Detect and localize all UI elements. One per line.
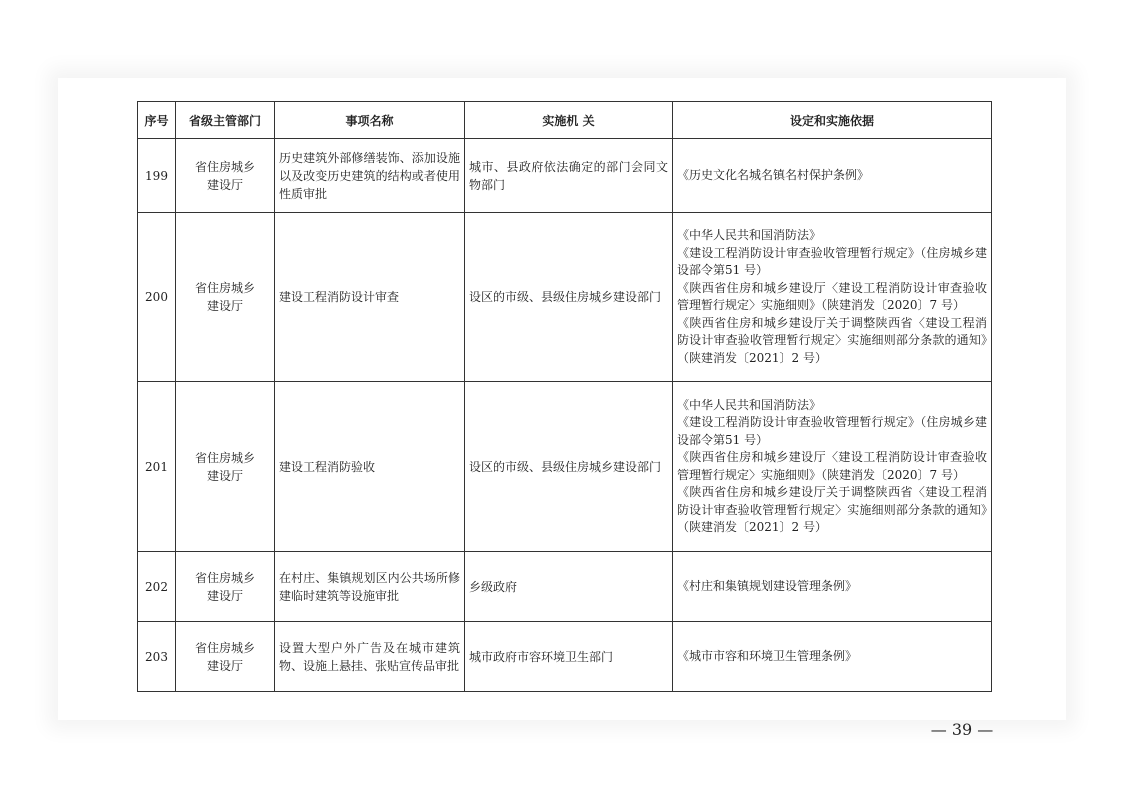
basis-entry: 《城市市容和环境卫生管理条例》 (677, 648, 858, 663)
basis-cell (673, 382, 992, 552)
row-number: 203 (138, 622, 176, 692)
dept-cell (176, 213, 275, 382)
basis-entry: 《陕西省住房和城乡建设厅关于调整陕西省〈建设工程消防设计审查验收管理暂行规定〉实施细则部分条款的通知》（陕建消发〔2021〕2 号） (677, 485, 987, 534)
table-row (138, 382, 992, 552)
row-number: 199 (138, 139, 176, 213)
header-name: 事项名称 (275, 102, 465, 139)
basis-cell (673, 139, 992, 213)
dept-line: 建设厅 (206, 299, 243, 313)
items-table (137, 101, 992, 692)
basis-entry: 《陕西省住房和城乡建设厅〈建设工程消防设计审查验收管理暂行规定〉实施细则》（陕建消发〔2020〕7 号） (677, 450, 987, 482)
dept-line: 省住房城乡 (194, 570, 255, 585)
item-name-cell: 设置大型户外广告及在城市建筑物、设施上悬挂、张贴宣传品审批 (275, 622, 465, 692)
basis-entry: 《陕西省住房和城乡建设厅关于调整陕西省〈建设工程消防设计审查验收管理暂行规定〉实施细则部分条款的通知》（陕建消发〔2021〕2 号） (677, 315, 987, 365)
header-dept: 省级主管部门 (176, 102, 275, 139)
basis-entry: 《中华人民共和国消防法》 (677, 228, 822, 242)
dept-line: 省住房城乡 (194, 281, 255, 295)
dept-line: 省住房城乡 (194, 450, 255, 465)
dept-cell (176, 622, 275, 692)
item-name-cell: 建设工程消防设计审查 (275, 213, 465, 382)
item-name-cell: 建设工程消防验收 (275, 382, 465, 552)
basis-cell (673, 213, 992, 382)
table-row (138, 213, 992, 382)
dept-cell (176, 552, 275, 622)
table-row (138, 622, 992, 692)
header-basis: 设定和实施依据 (673, 102, 992, 139)
dept-line: 建设厅 (206, 658, 243, 673)
basis-cell (673, 552, 992, 622)
org-cell: 城市、县政府依法确定的部门会同文物部门 (465, 139, 673, 213)
dept-line: 建设厅 (206, 177, 243, 192)
row-number: 200 (138, 213, 176, 382)
dept-line: 建设厅 (206, 588, 243, 603)
dept-cell (176, 139, 275, 213)
row-number: 202 (138, 552, 176, 622)
org-cell: 乡级政府 (465, 552, 673, 622)
org-cell: 设区的市级、县级住房城乡建设部门 (465, 213, 673, 382)
header-row (138, 102, 992, 139)
basis-entry: 《建设工程消防设计审查验收管理暂行规定》（住房城乡建设部令第51 号） (677, 245, 987, 277)
header-org: 实施机 关 (465, 102, 673, 139)
item-name-cell: 在村庄、集镇规划区内公共场所修建临时建筑等设施审批 (275, 552, 465, 622)
dept-line: 省住房城乡 (194, 159, 255, 174)
basis-entry: 《村庄和集镇规划建设管理条例》 (677, 578, 858, 593)
basis-entry: 《中华人民共和国消防法》 (677, 397, 822, 412)
table-row (138, 552, 992, 622)
row-number: 201 (138, 382, 176, 552)
basis-entry: 《建设工程消防设计审查验收管理暂行规定》（住房城乡建设部令第51 号） (677, 415, 987, 447)
org-cell: 城市政府市容环境卫生部门 (465, 622, 673, 692)
basis-entry: 《陕西省住房和城乡建设厅〈建设工程消防设计审查验收管理暂行规定〉实施细则》（陕建消发〔2020〕7 号） (677, 280, 987, 312)
page-number: — 39 — (930, 720, 994, 739)
basis-entry: 《历史文化名城名镇名村保护条例》 (677, 167, 870, 182)
dept-cell (176, 382, 275, 552)
table-row (138, 139, 992, 213)
header-no: 序号 (138, 102, 176, 139)
basis-cell (673, 622, 992, 692)
dept-line: 建设厅 (206, 468, 243, 483)
dept-line: 省住房城乡 (194, 640, 255, 655)
org-cell: 设区的市级、县级住房城乡建设部门 (465, 382, 673, 552)
item-name-cell: 历史建筑外部修缮装饰、添加设施以及改变历史建筑的结构或者使用性质审批 (275, 139, 465, 213)
